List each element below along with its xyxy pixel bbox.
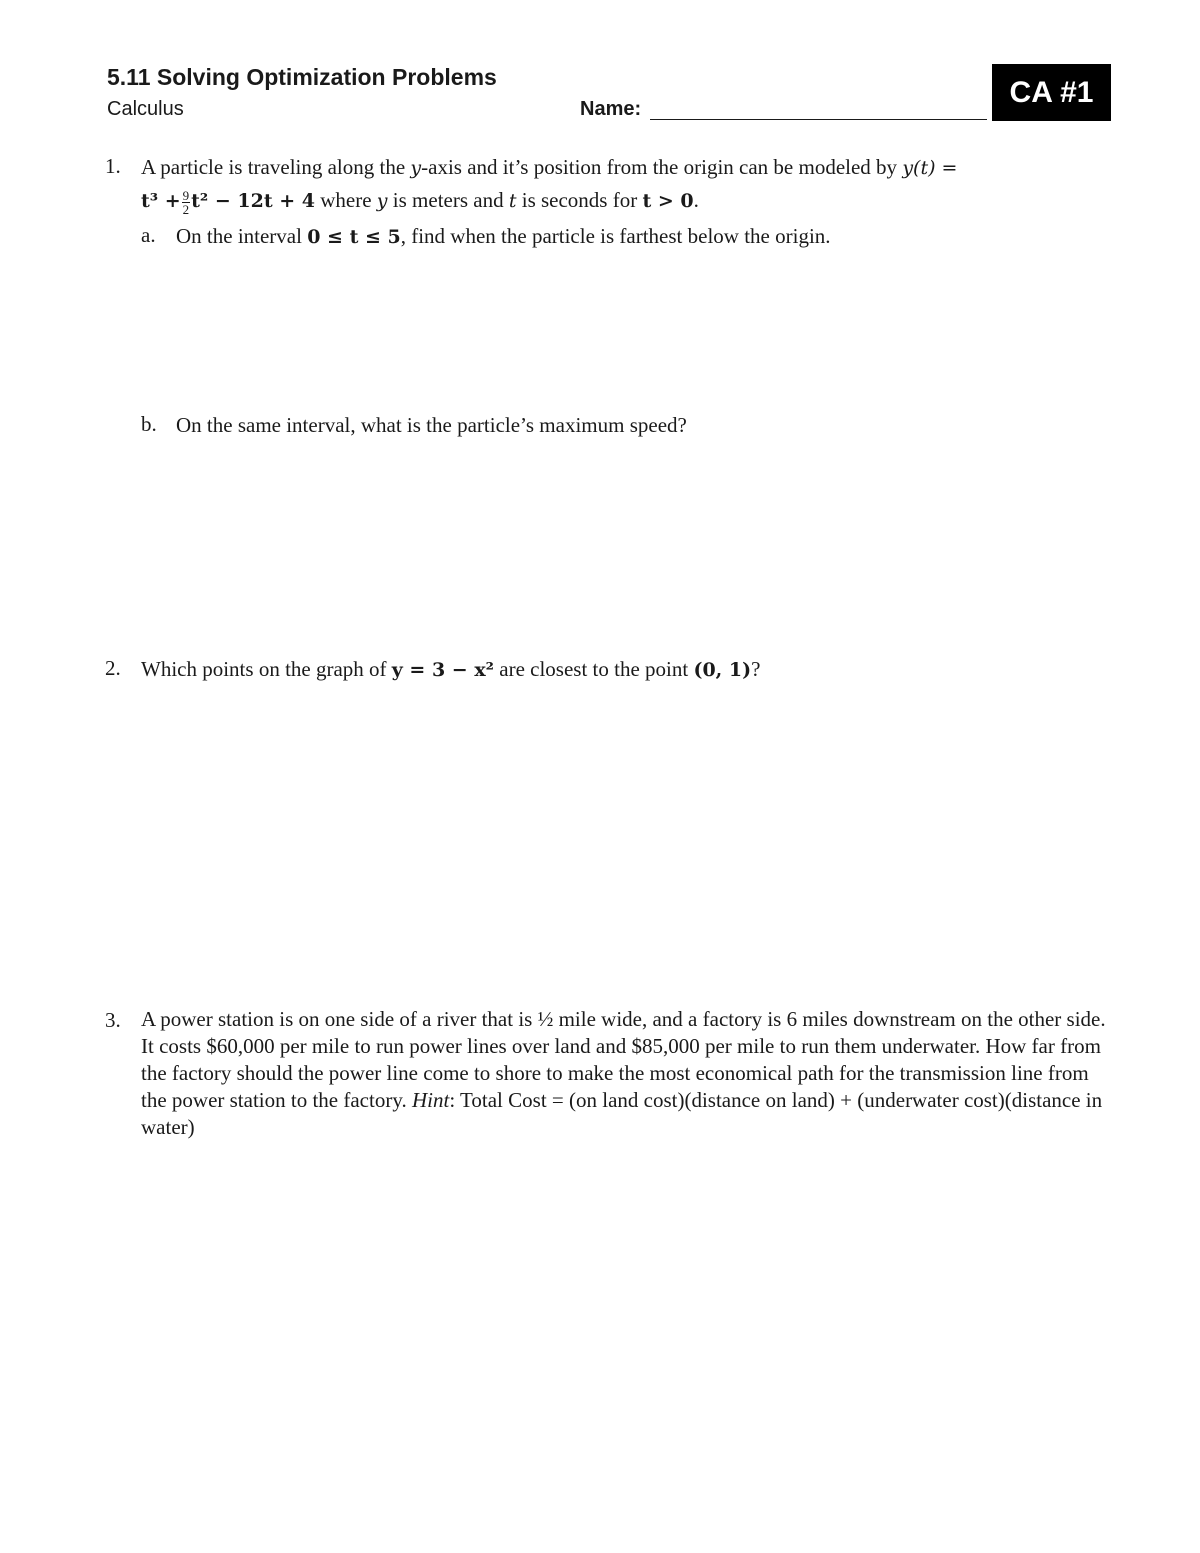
- problem-3-number: 3.: [105, 1008, 121, 1032]
- problem-1b-label: b.: [141, 412, 157, 436]
- problem-1a-text: On the interval 0 ≤ t ≤ 5, find when the particle is farthest below the origin.: [176, 224, 831, 248]
- fraction-nine-halves: $\frac{9}{2}$: [182, 187, 190, 217]
- problem-1-line-2: t³ + $\frac{9}{2}$ t² − 12t + 4 where y is meters and t is seconds for t > 0.: [141, 187, 699, 217]
- name-label: Name:: [580, 98, 642, 120]
- subject-label: Calculus: [107, 98, 184, 120]
- problem-2-number: 2.: [105, 656, 121, 680]
- problem-1a-label: a.: [141, 223, 156, 247]
- name-blank-line: [650, 119, 987, 120]
- problem-3-text: A power station is on one side of a river that is ½ mile wide, and a factory is 6 miles downstream on the other side. It costs $60,000 per mile to run power lines over land and $85,000 per mile to run them underwater. How far from the factory should the power line come to shore to make the most economical path for the transmission line from the power station to the factory. Hint: Total Cost = (on land cost)(distance on land) + (underwater cost)(distance in water): [141, 1007, 1106, 1139]
- problem-1b-text: On the same interval, what is the particle’s maximum speed?: [176, 413, 687, 437]
- problem-2-text: Which points on the graph of y = 3 − x² are closest to the point (0, 1)?: [141, 657, 761, 681]
- problem-1-number: 1.: [105, 154, 121, 178]
- worksheet-title: 5.11 Solving Optimization Problems: [107, 64, 497, 90]
- problem-1-line-1: A particle is traveling along the y-axis and it’s position from the origin can be modeled by y(t) =: [141, 155, 958, 179]
- assignment-badge: CA #1: [992, 64, 1111, 121]
- hint-label: Hint: [411, 1088, 450, 1112]
